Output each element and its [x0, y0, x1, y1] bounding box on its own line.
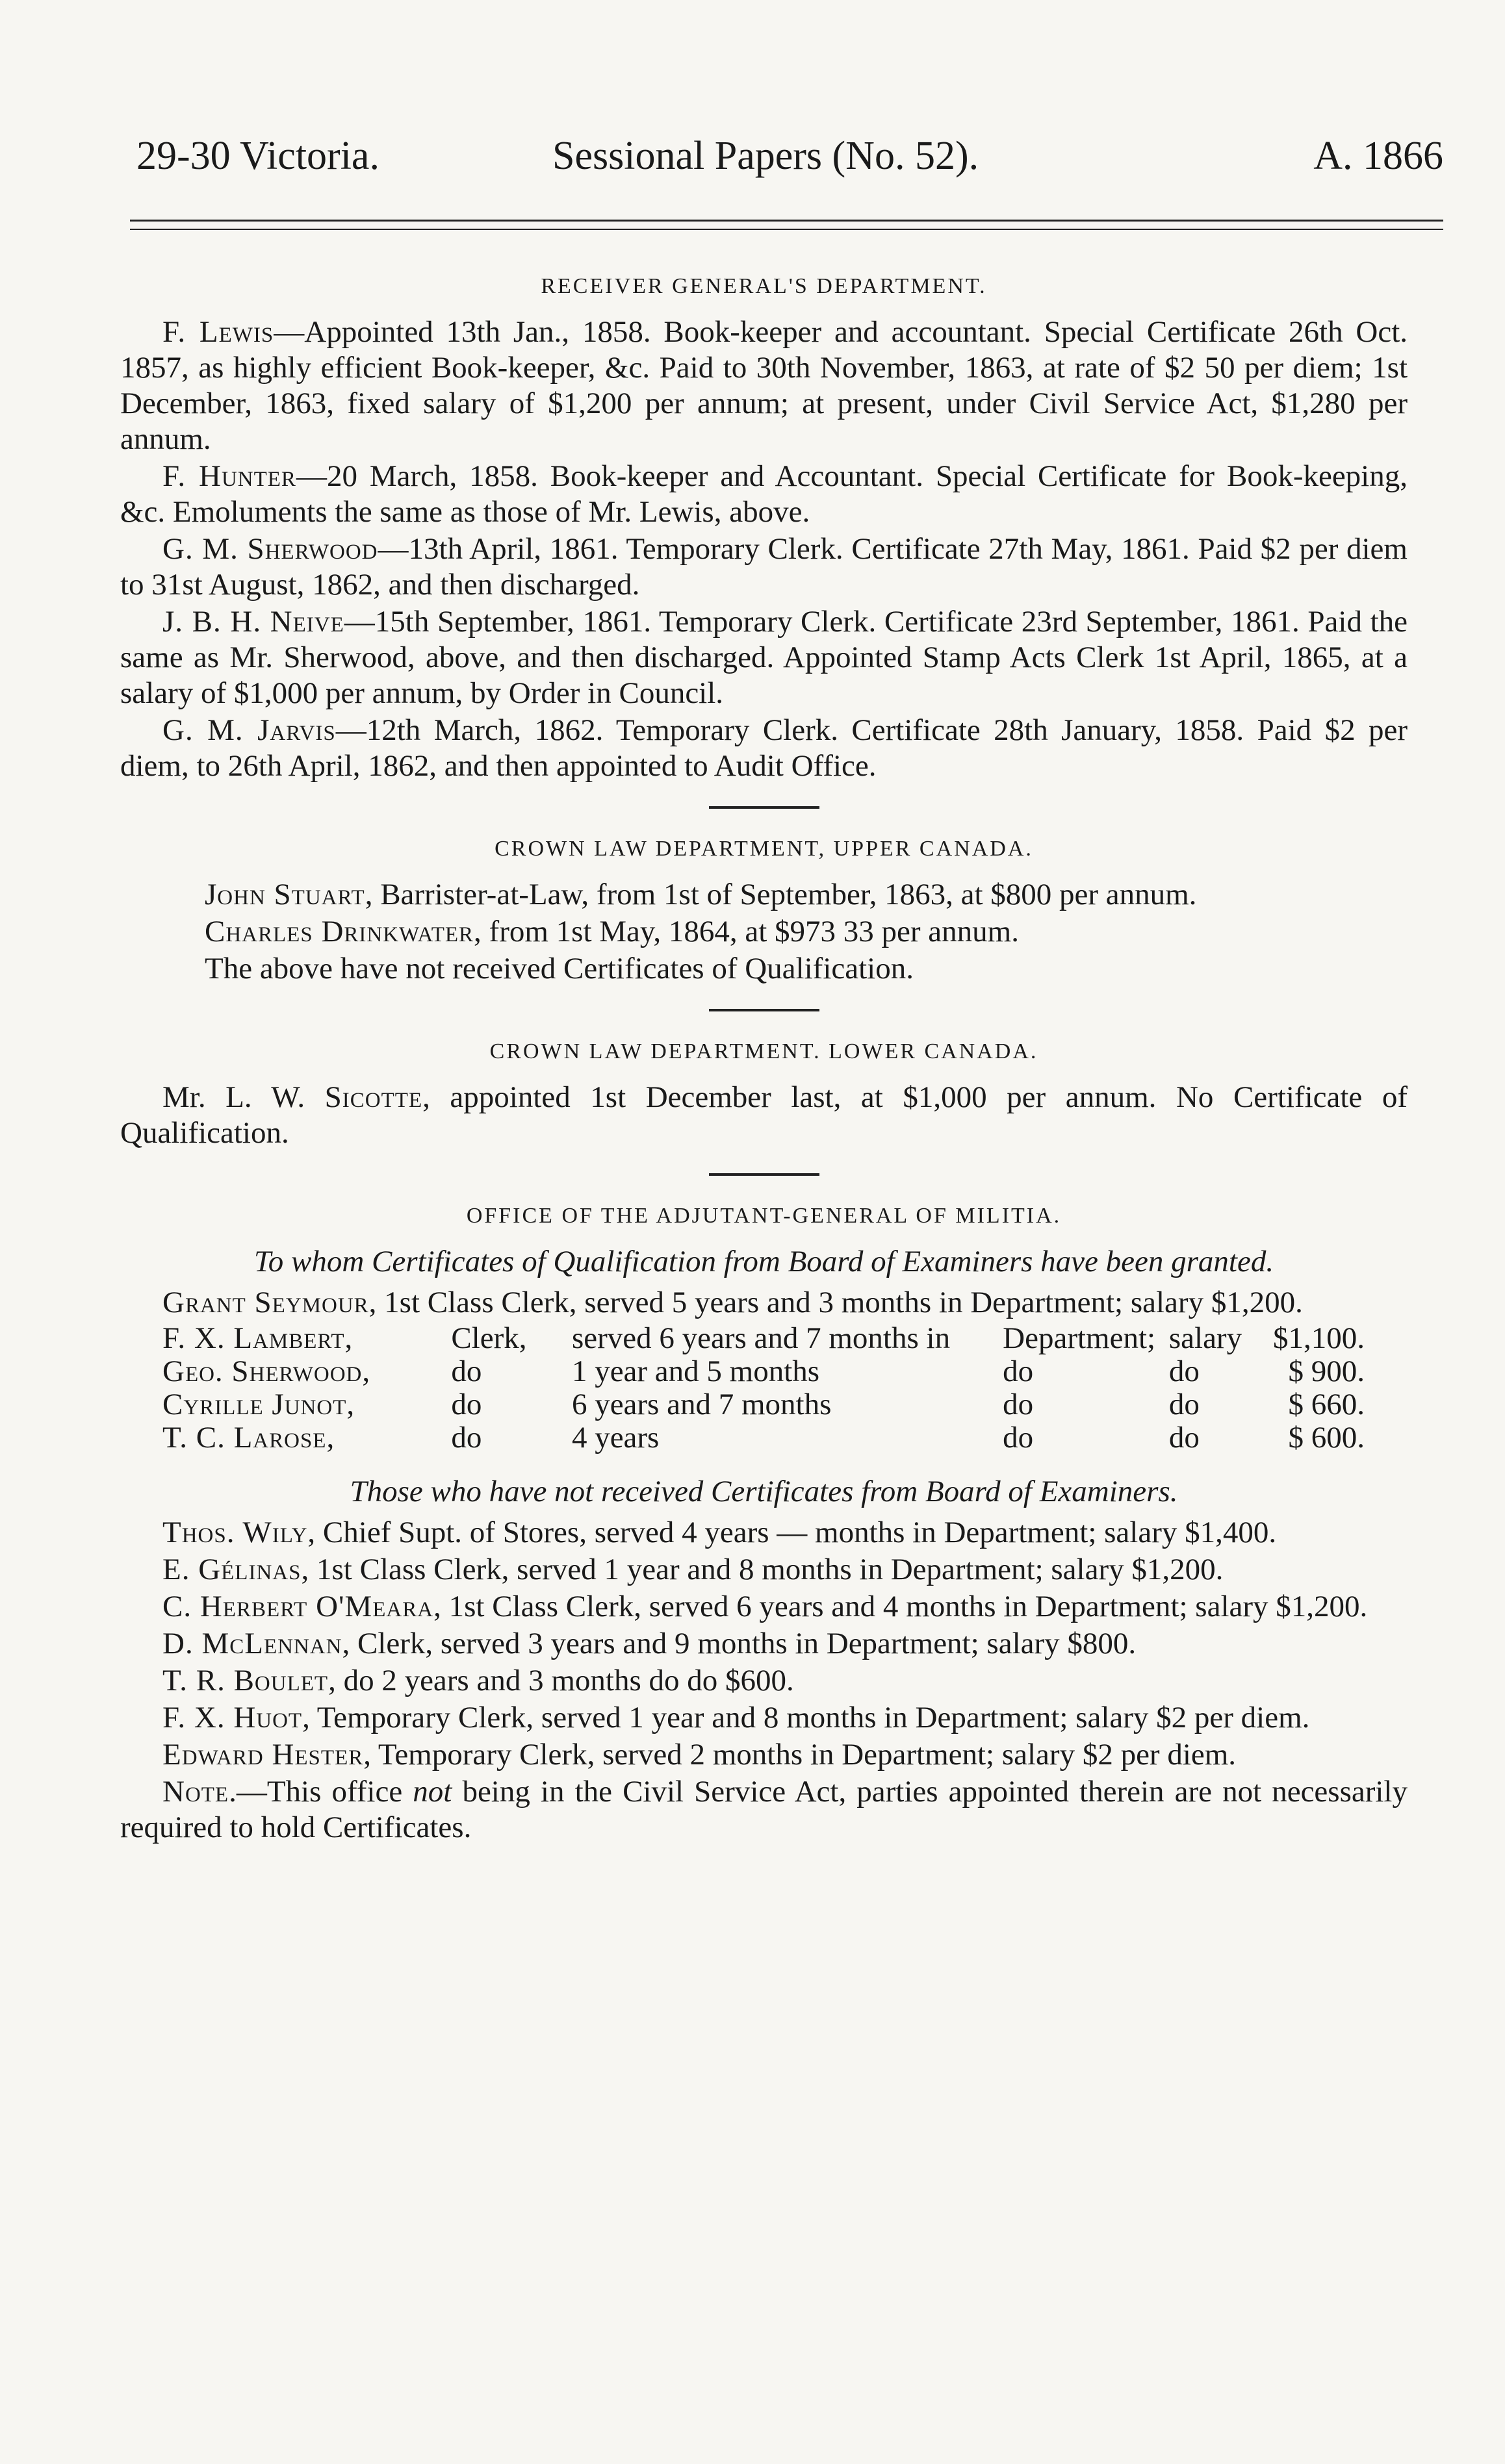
- note-text-a: .—This office: [229, 1775, 413, 1809]
- entry-name: John Stuart: [205, 878, 365, 911]
- entry-paragraph: [120, 1700, 1408, 1736]
- entry-text: , 1st Class Clerk, served 6 years and 4 months in Department; salary $1,200.: [433, 1590, 1368, 1623]
- entry-name: D. McLennan: [162, 1627, 342, 1660]
- entry-name: Sicotte: [324, 1080, 423, 1114]
- header-rule-lower: [130, 229, 1443, 230]
- staff-salary: $ 900.: [1288, 1354, 1365, 1388]
- section-title-receiver-general: RECEIVER GENERAL'S DEPARTMENT.: [541, 274, 987, 298]
- entry-paragraph: [120, 604, 1408, 711]
- entry-name: J. B. H. Neive: [162, 605, 344, 639]
- staff-name: F. X. Lambert,: [162, 1321, 354, 1355]
- subheading-certified: To whom Certificates of Qualification from Board of Examiners have been granted.: [253, 1245, 1274, 1278]
- staff-dept: Department;: [1003, 1321, 1156, 1355]
- entry-text: , Temporary Clerk, served 2 months in Department; salary $2 per diem.: [363, 1738, 1237, 1772]
- entry-name: F. X. Huot: [162, 1701, 303, 1734]
- entry-paragraph: [120, 531, 1408, 603]
- table-row: [162, 1355, 1365, 1388]
- note-emphasis: not: [413, 1775, 452, 1809]
- entry-text: , Chief Supt. of Stores, served 4 years — months in Department; salary $1,400.: [307, 1516, 1277, 1549]
- entry-text: , Barrister-at-Law, from 1st of September, 1863, at $800 per annum.: [365, 878, 1197, 911]
- staff-salary-label: salary: [1168, 1321, 1242, 1355]
- staff-dept: do: [1003, 1421, 1034, 1454]
- entry-name: G. M. Jarvis: [162, 713, 336, 747]
- header-year: A. 1866: [1313, 134, 1443, 178]
- entry-name: Charles Drinkwater: [205, 915, 474, 948]
- entry-name: T. R. Boulet: [162, 1664, 329, 1697]
- staff-name: Cyrille Junot,: [162, 1388, 355, 1421]
- entry-text: —12th March, 1862. Temporary Clerk. Certificate 28th January, 1858. Paid $2 per diem, to 26th April, 1862, and then appointed to Audit Office.: [120, 713, 1408, 783]
- entry-paragraph: [120, 1080, 1408, 1151]
- entry-paragraph: [120, 1285, 1408, 1321]
- entry-text: , from 1st May, 1864, at $973 33 per annum.: [474, 915, 1019, 948]
- entry-name: F. Lewis: [162, 315, 274, 349]
- table-row: [162, 1421, 1365, 1454]
- section-divider: [709, 806, 819, 809]
- table-row: [162, 1322, 1365, 1355]
- section-note: The above have not received Certificates of Qualification.: [205, 952, 914, 985]
- entry-name: F. Hunter: [162, 459, 296, 493]
- entry-paragraph: [120, 914, 1408, 950]
- section-title-crown-law-upper: CROWN LAW DEPARTMENT, UPPER CANADA.: [495, 837, 1033, 861]
- entry-text: , Temporary Clerk, served 1 year and 8 months in Department; salary $2 per diem.: [302, 1701, 1310, 1734]
- staff-role: do: [451, 1354, 482, 1388]
- staff-served: 6 years and 7 months: [571, 1388, 832, 1421]
- section-title-crown-law-lower: CROWN LAW DEPARTMENT. LOWER CANADA.: [489, 1039, 1038, 1063]
- entry-paragraph: [120, 1589, 1408, 1625]
- section-divider: [709, 1173, 819, 1176]
- entry-name: E. Gélinas: [162, 1553, 302, 1586]
- entry-name: C. Herbert O'Meara: [162, 1590, 434, 1623]
- note-label: Note: [162, 1775, 229, 1809]
- entry-name: Edward Hester: [162, 1738, 364, 1772]
- entry-text: —15th September, 1861. Temporary Clerk. Certificate 23rd September, 1861. Paid the same as Mr. Sherwood, above, and then discharged. Appointed Stamp Acts Clerk 1st April, 1865, at a salary of $1,000 per annum, by Order in Council.: [120, 605, 1408, 710]
- entry-paragraph: [120, 1737, 1408, 1773]
- section-divider: [709, 1009, 819, 1011]
- note-paragraph: [120, 1774, 1408, 1846]
- note-text-b: being in the Civil Service Act, parties appointed therein are not necessarily required to hold Certificates.: [120, 1775, 1408, 1844]
- entry-paragraph: [120, 713, 1408, 784]
- staff-served: 1 year and 5 months: [571, 1354, 820, 1388]
- entry-paragraph: [120, 877, 1408, 913]
- staff-salary: $ 660.: [1288, 1388, 1365, 1421]
- entry-paragraph: [120, 1552, 1408, 1588]
- table-row: [162, 1388, 1365, 1421]
- entry-name: G. M. Sherwood: [162, 532, 378, 566]
- entry-paragraph: [120, 314, 1408, 457]
- entry-name: Grant Seymour: [162, 1286, 369, 1319]
- entry-text: —13th April, 1861. Temporary Clerk. Certificate 27th May, 1861. Paid $2 per diem to 31st August, 1862, and then discharged.: [120, 532, 1408, 602]
- entry-paragraph: [120, 459, 1408, 530]
- certified-staff-table: [162, 1322, 1365, 1454]
- staff-dept: do: [1003, 1388, 1034, 1421]
- section-title-adjutant-general: OFFICE OF THE ADJUTANT-GENERAL OF MILITIA.: [466, 1204, 1062, 1228]
- staff-salary: $1,100.: [1273, 1321, 1365, 1355]
- entry-paragraph: [120, 1515, 1408, 1551]
- staff-served: served 6 years and 7 months in: [571, 1321, 951, 1355]
- entry-text: , 1st Class Clerk, served 1 year and 8 months in Department; salary $1,200.: [301, 1553, 1224, 1586]
- page-header: [136, 133, 1443, 192]
- entry-name: Thos. Wily: [162, 1516, 308, 1549]
- entry-text: , Clerk, served 3 years and 9 months in Department; salary $800.: [342, 1627, 1137, 1660]
- entry-paragraph: [120, 1626, 1408, 1662]
- header-rule: [130, 220, 1443, 222]
- staff-salary-label: do: [1168, 1354, 1200, 1388]
- staff-role: do: [451, 1388, 482, 1421]
- staff-name: T. C. Larose,: [162, 1421, 335, 1454]
- entry-text: , 1st Class Clerk, served 5 years and 3 months in Department; salary $1,200.: [368, 1286, 1303, 1319]
- entry-paragraph: [120, 1663, 1408, 1699]
- staff-role: Clerk,: [451, 1321, 527, 1355]
- entry-text: —Appointed 13th Jan., 1858. Book-keeper and accountant. Special Certificate 26th Oct. 1857, as highly efficient Book-keeper, &c. Paid to 30th November, 1863, at rate of $2 50 per diem; 1st December, 1863, fixed salary of $1,200 per annum; at present, under Civil Service Act, $1,280 per annum.: [120, 315, 1408, 456]
- entry-prefix: Mr. L. W.: [162, 1080, 325, 1114]
- staff-name: Geo. Sherwood,: [162, 1354, 371, 1388]
- staff-salary-label: do: [1168, 1421, 1200, 1454]
- document-body: [120, 257, 1408, 1847]
- staff-salary-label: do: [1168, 1388, 1200, 1421]
- staff-role: do: [451, 1421, 482, 1454]
- staff-dept: do: [1003, 1354, 1034, 1388]
- header-volume: 29-30 Victoria.: [136, 134, 379, 178]
- staff-salary: $ 600.: [1288, 1421, 1365, 1454]
- entry-text: , appointed 1st December last, at $1,000 per annum. No Certificate of Qualification.: [120, 1080, 1408, 1150]
- entry-text: —20 March, 1858. Book-keeper and Accountant. Special Certificate for Book-keeping, &c. Emoluments the same as those of Mr. Lewis, above.: [120, 459, 1408, 529]
- staff-served: 4 years: [571, 1421, 660, 1454]
- header-paper-title: Sessional Papers (No. 52).: [552, 134, 979, 178]
- entry-text: , do 2 years and 3 months do do $600.: [328, 1664, 794, 1697]
- subheading-uncertified: Those who have not received Certificates from Board of Examiners.: [350, 1475, 1178, 1508]
